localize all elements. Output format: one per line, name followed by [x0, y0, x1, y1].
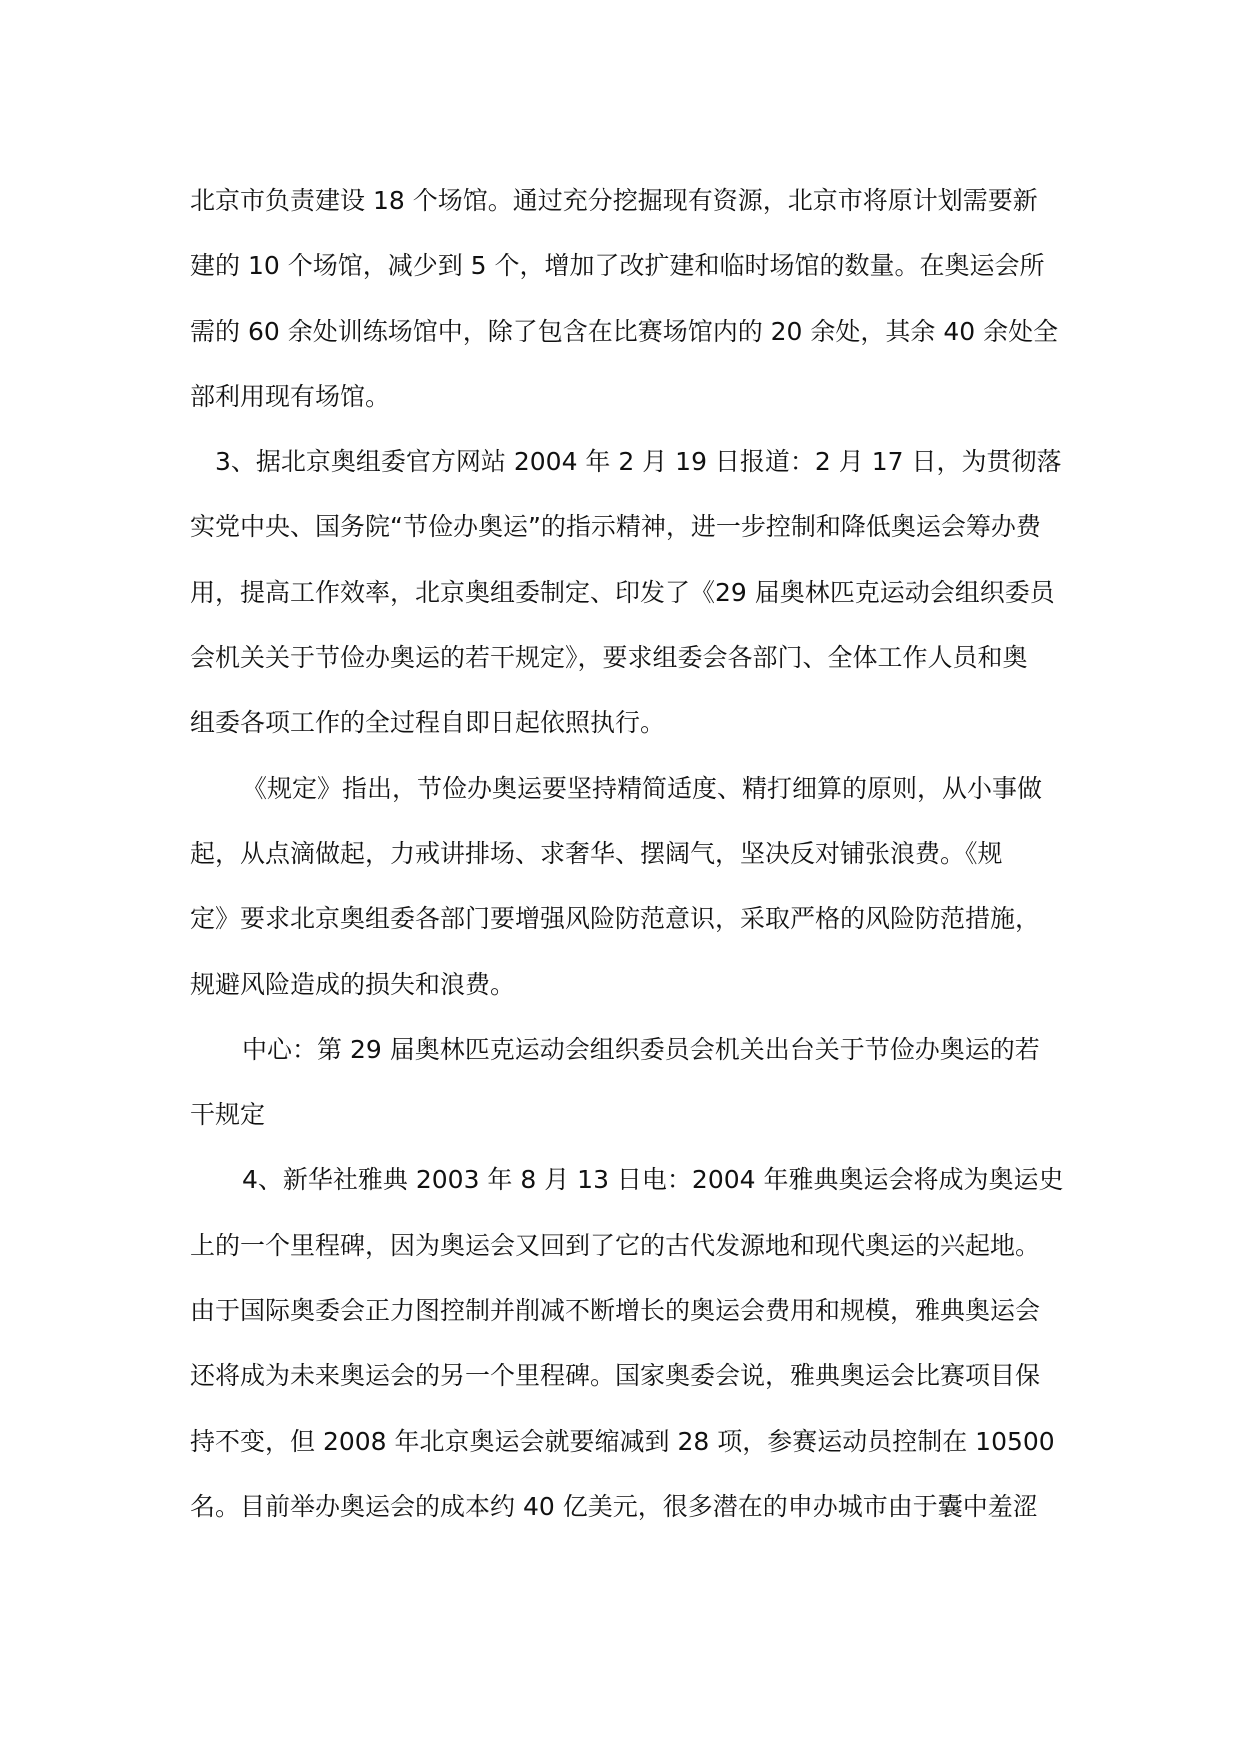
paragraph-item-4: [190, 1147, 1064, 1539]
paragraph-item-3: [190, 429, 1060, 755]
text-line: 由于国际奥委会正力图控制并削减不断增长的奥运会费用和规模，雅典奥运会: [190, 1296, 1041, 1326]
text-line: 还将成为未来奥运会的另一个里程碑。国家奥委会说，雅典奥运会比赛项目保: [190, 1361, 1041, 1391]
text-line: 北京市负责建设 18 个场馆。通过充分挖掘现有资源，北京市将原计划需要新: [190, 186, 1038, 215]
text-line: 《规定》指出，节俭办奥运要坚持精简适度、精打细算的原则，从小事做: [242, 773, 1043, 803]
text-line: 部利用现有场馆。: [190, 381, 391, 411]
paragraph-center: [190, 1017, 1060, 1148]
text-line: 上的一个里程碑，因为奥运会又回到了它的古代发源地和现代奥运的兴起地。: [190, 1230, 1041, 1260]
text-line: 定》要求北京奥组委各部门要增强风险防范意识，采取严格的风险防范措施，: [190, 904, 1041, 934]
text-line: 需的 60 余处训练场馆中，除了包含在比赛场馆内的 20 余处，其余 40 余处全: [190, 316, 1059, 346]
paragraph-venues: [190, 168, 1060, 429]
text-line: 会机关关于节俭办奥运的若干规定》，要求组委会各部门、全体工作人员和奥: [190, 643, 1028, 673]
text-line: 起，从点滴做起，力戒讲排场、求奢华、摆阔气，坚决反对铺张浪费。《规: [190, 838, 1003, 868]
body-text: [190, 168, 1064, 1539]
text-line: 4、新华社雅典 2003 年 8 月 13 日电：2004 年雅典奥运会将成为奥运史: [242, 1165, 1064, 1195]
text-line: 用，提高工作效率，北京奥组委制定、印发了《29 届奥林匹克运动会组织委员: [190, 577, 1055, 607]
paragraph-regulation: [190, 756, 1060, 1017]
text-line: 建的 10 个场馆，减少到 5 个，增加了改扩建和临时场馆的数量。在奥运会所: [190, 251, 1045, 281]
text-line: 持不变，但 2008 年北京奥运会就要缩减到 28 项，参赛运动员控制在 10500: [190, 1426, 1055, 1456]
text-line: 名。目前举办奥运会的成本约 40 亿美元，很多潜在的申办城市由于囊中羞涩: [190, 1491, 1038, 1521]
text-line: 3、据北京奥组委官方网站 2004 年 2 月 19 日报道：2 月 17 日，为贯彻落: [215, 447, 1062, 477]
text-line: 实党中央、国务院“节俭办奥运”的指示精神，进一步控制和降低奥运会筹办费: [190, 512, 1041, 542]
text-line: 组委各项工作的全过程自即日起依照执行。: [190, 708, 666, 738]
text-line: 干规定: [190, 1100, 266, 1130]
text-line: 中心：第 29 届奥林匹克运动会组织委员会机关出台关于节俭办奥运的若: [242, 1034, 1040, 1064]
text-line: 规避风险造成的损失和浪费。: [190, 969, 516, 999]
